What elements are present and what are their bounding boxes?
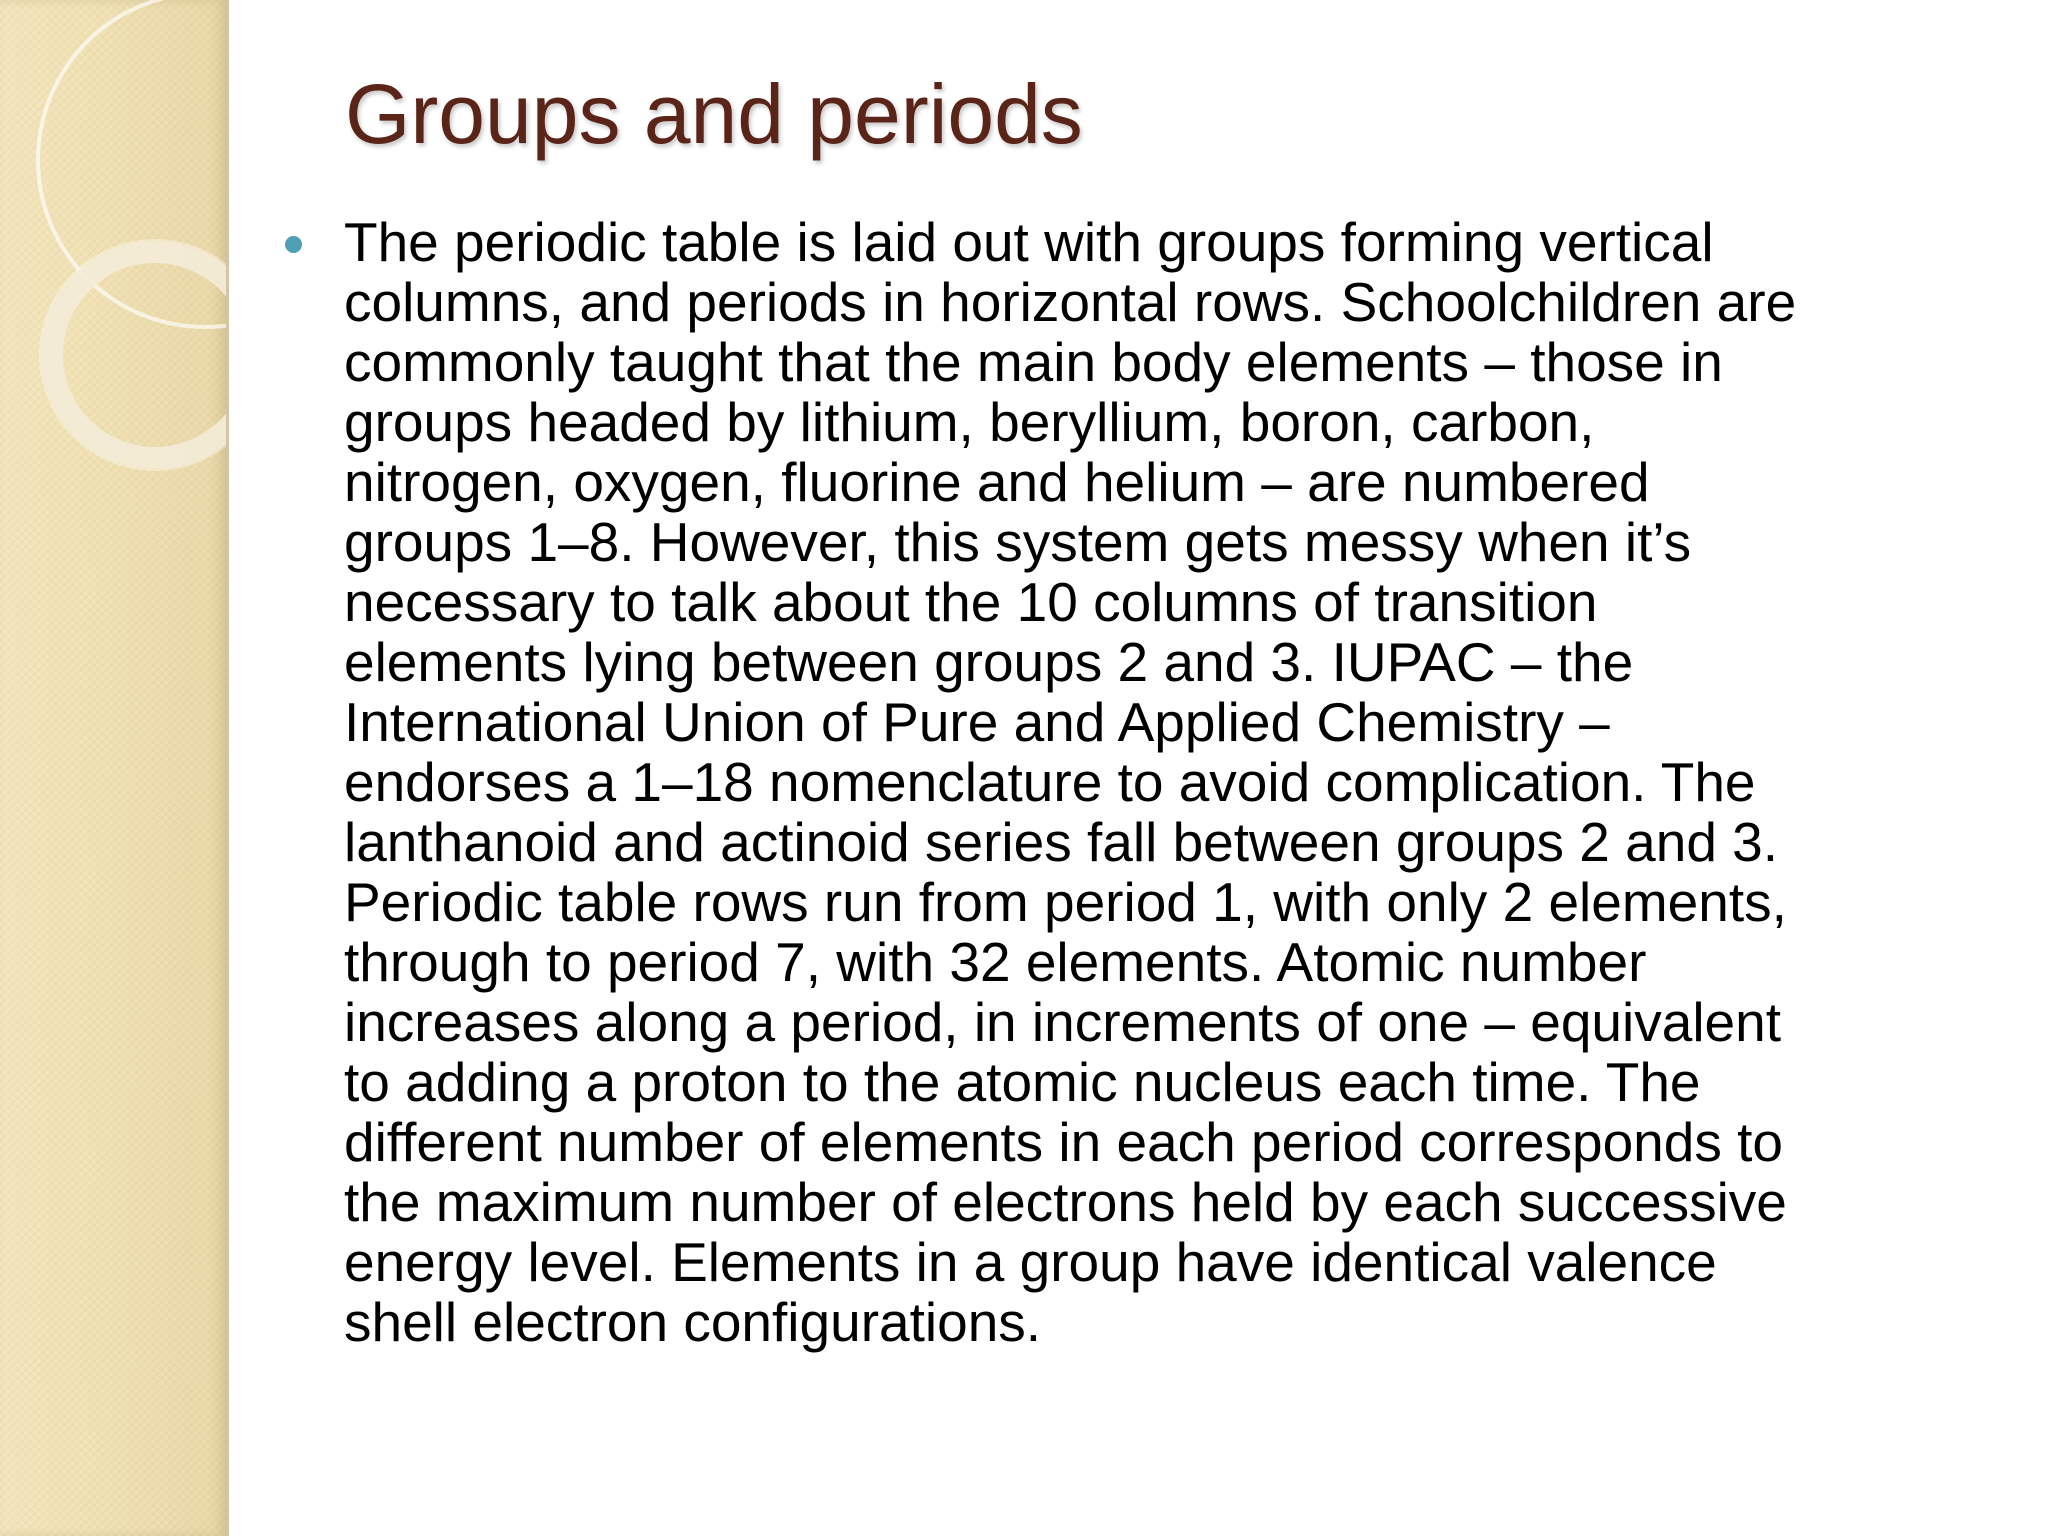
paragraph-line: increases along a period, in increments of one – equivalent [344,991,1782,1053]
paragraph-line: groups headed by lithium, beryllium, boron, carbon, [344,391,1595,453]
small-ring-highlight [40,240,226,470]
small-ring [52,252,226,458]
paragraph-line: nitrogen, oxygen, fluorine and helium – are numbered [344,451,1650,513]
paragraph-line: columns, and periods in horizontal rows. Schoolchildren are [344,271,1797,333]
paragraph-line: shell electron configurations. [344,1291,1042,1353]
paragraph-line: The periodic table is laid out with groups forming vertical [344,211,1714,273]
paragraph-line: necessary to talk about the 10 columns of transition [344,571,1598,633]
paragraph-line: different number of elements in each period corresponds to [344,1111,1783,1173]
decorative-side-panel [0,0,229,1536]
decorative-rings [0,0,226,1536]
paragraph-line: endorses a 1–18 nomenclature to avoid complication. The [344,751,1756,813]
paragraph-line: energy level. Elements in a group have identical valence [344,1231,1717,1293]
paragraph-line: through to period 7, with 32 elements. Atomic number [344,931,1647,993]
slide-title: Groups and periods [345,67,1083,161]
paragraph-line: groups 1–8. However, this system gets messy when it’s [344,511,1692,573]
paragraph-line: International Union of Pure and Applied Chemistry – [344,691,1610,753]
bullet-paragraph [344,212,2004,1352]
paragraph-line: to adding a proton to the atomic nucleus each time. The [344,1051,1701,1113]
paragraph-line: lanthanoid and actinoid series fall between groups 2 and 3. [344,811,1779,873]
paragraph-line: elements lying between groups 2 and 3. IUPAC – the [344,631,1634,693]
paragraph-line: Periodic table rows run from period 1, with only 2 elements, [344,871,1787,933]
bullet-icon [285,236,302,253]
paragraph-line: the maximum number of electrons held by each successive [344,1171,1787,1233]
large-ring [38,0,226,327]
paragraph-line: commonly taught that the main body elements – those in [344,331,1723,393]
